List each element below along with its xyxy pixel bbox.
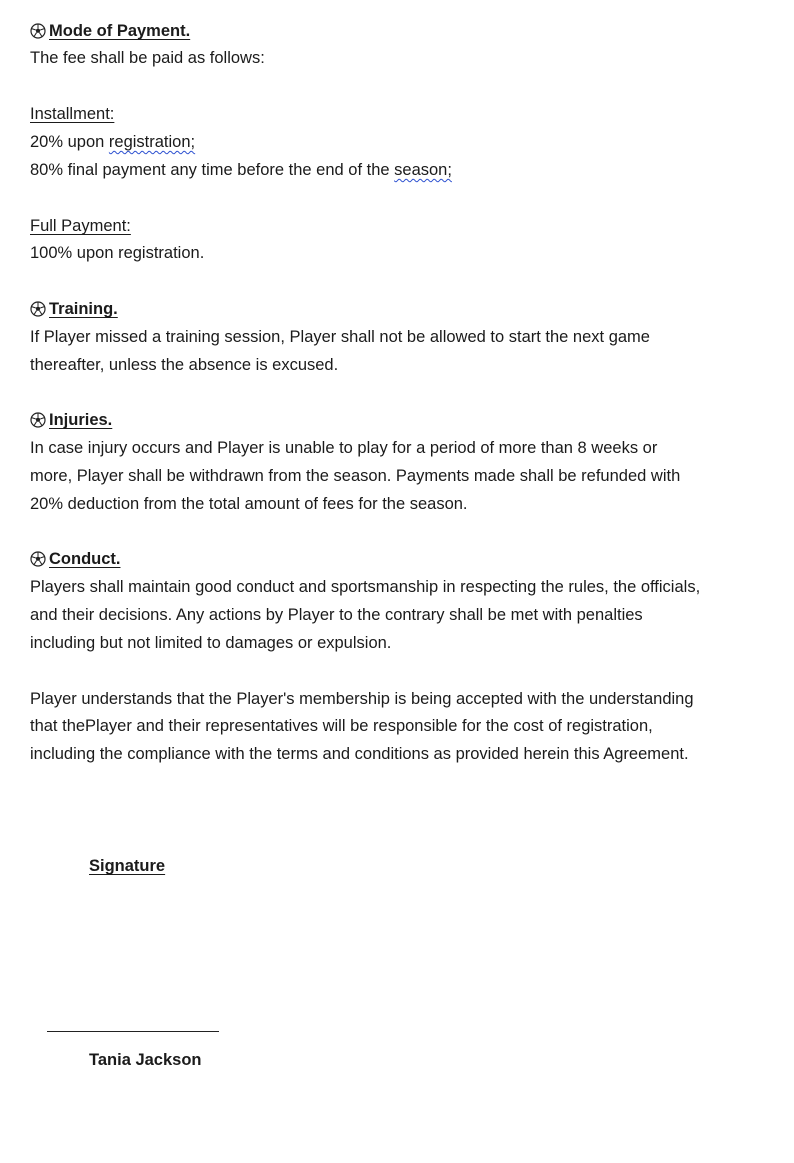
payment-intro: The fee shall be paid as follows: (30, 49, 265, 67)
installment-line-2-text: 80% final payment any time before the end of the (30, 161, 395, 179)
conduct-line-3: including but not limited to damages or expulsion. (30, 634, 392, 652)
conduct-line-1: Players shall maintain good conduct and sportsmanship in respecting the rules, the officials, (30, 578, 701, 596)
training-line-1: If Player missed a training session, Player shall not be allowed to start the next game (30, 328, 650, 346)
injuries-line-3: 20% deduction from the total amount of fees for the season. (30, 495, 468, 513)
conduct-heading-text: Conduct. (49, 550, 121, 568)
soccer-ball-icon (30, 301, 46, 317)
soccer-ball-icon (30, 23, 46, 39)
installment-line-1 (30, 131, 195, 153)
training-heading-text: Training. (49, 300, 118, 318)
injuries-heading-text: Injuries. (49, 411, 113, 429)
closing-line-3: including the compliance with the terms and conditions as provided herein this Agreement. (30, 745, 689, 763)
payment-heading-text: Mode of Payment. (49, 22, 191, 40)
soccer-ball-icon (30, 412, 46, 428)
installment-label: Installment: (30, 105, 115, 123)
full-payment-label: Full Payment: (30, 217, 131, 235)
injuries-line-2: more, Player shall be withdrawn from the season. Payments made shall be refunded with (30, 467, 681, 485)
closing-line-1: Player understands that the Player's membership is being accepted with the understanding (30, 690, 694, 708)
training-line-2: thereafter, unless the absence is excused. (30, 356, 339, 374)
conduct-line-2: and their decisions. Any actions by Player to the contrary shall be met with penalties (30, 606, 643, 624)
signature-line (47, 1031, 219, 1032)
signature-label: Signature (89, 857, 166, 875)
closing-line-2: that thePlayer and their representatives will be responsible for the cost of registration, (30, 717, 653, 735)
conduct-heading (30, 548, 121, 570)
signatory-name: Tania Jackson (89, 1051, 202, 1069)
soccer-ball-icon (30, 551, 46, 567)
payment-heading (30, 20, 190, 42)
full-payment-line: 100% upon registration. (30, 244, 205, 262)
spellcheck-word: season; (394, 161, 452, 179)
injuries-line-1: In case injury occurs and Player is unable to play for a period of more than 8 weeks or (30, 439, 658, 457)
installment-line-2 (30, 159, 452, 181)
spellcheck-word: registration; (108, 133, 196, 151)
installment-line-1-text: 20% upon (30, 133, 109, 151)
training-heading (30, 298, 118, 320)
injuries-heading (30, 409, 112, 431)
